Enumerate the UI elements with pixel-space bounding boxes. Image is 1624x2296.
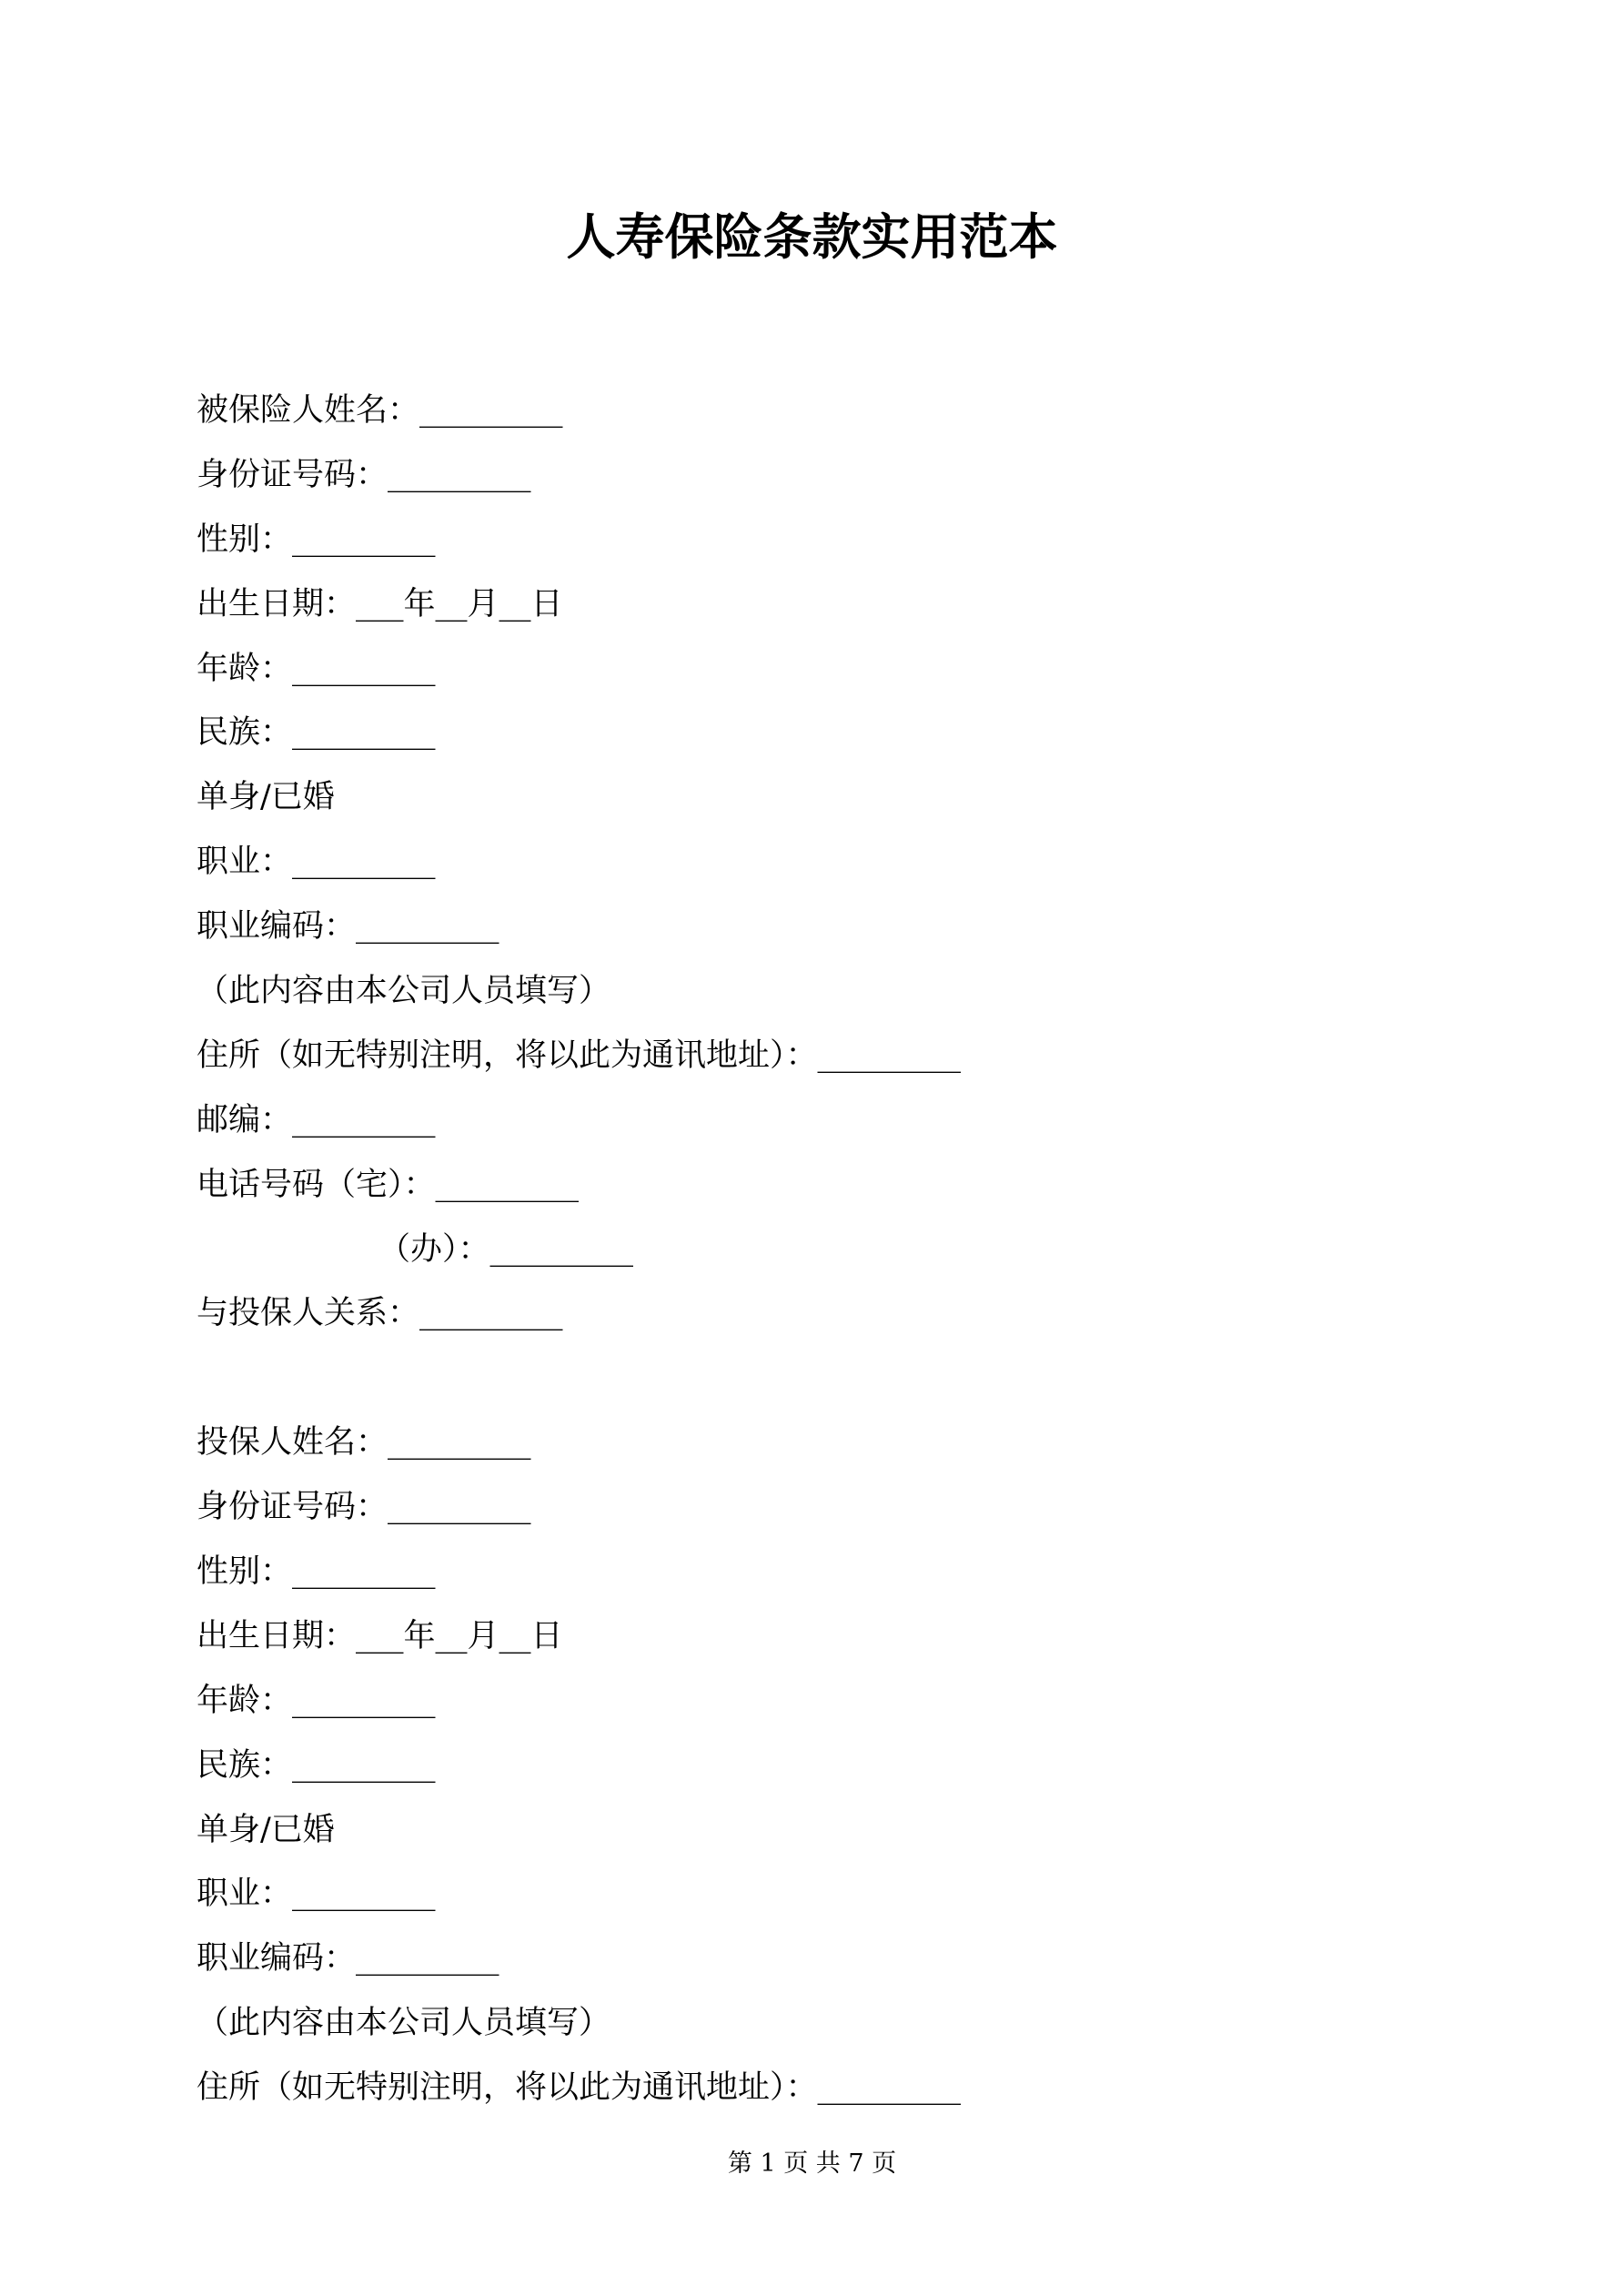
policyholder-age-field: 年龄：_________ xyxy=(197,1682,436,1719)
policyholder-occupation-field: 职业：_________ xyxy=(197,1876,436,1913)
insured-company-use-note: （此内容由本公司人员填写） xyxy=(197,973,611,1010)
insured-home-phone-field: 电话号码（宅）：_________ xyxy=(197,1166,580,1203)
policyholder-address-field: 住所（如无特别注明，将以此为通讯地址）：_________ xyxy=(197,2069,962,2107)
insured-office-phone-field: （办）：_________ xyxy=(378,1230,634,1268)
page-number-footer: 第 1 页 共 7 页 xyxy=(727,2149,897,2178)
policyholder-birth-date-field: 出生日期：___年__月__日 xyxy=(197,1617,563,1654)
policyholder-occupation-code-field: 职业编码：_________ xyxy=(197,1940,499,1977)
policyholder-marital-status: 单身/已婚 xyxy=(197,1811,335,1848)
insured-marital-status: 单身/已婚 xyxy=(197,779,335,816)
policyholder-ethnicity-field: 民族：_________ xyxy=(197,1746,436,1784)
policyholder-name-field: 投保人姓名：_________ xyxy=(197,1424,531,1462)
page-title: 人寿保险条款实用范本 xyxy=(566,207,1058,266)
insured-section xyxy=(197,379,1470,1346)
insured-ethnicity-field: 民族：_________ xyxy=(197,714,436,752)
document-body xyxy=(197,379,1470,2120)
policyholder-id-number-field: 身份证号码：_________ xyxy=(197,1489,531,1526)
insured-occupation-field: 职业：_________ xyxy=(197,844,436,881)
policyholder-section xyxy=(197,1411,1470,2120)
insured-gender-field: 性别：_________ xyxy=(197,521,436,558)
section-spacer xyxy=(197,1346,1470,1411)
insured-postcode-field: 邮编：_________ xyxy=(197,1101,436,1138)
insured-occupation-code-field: 职业编码：_________ xyxy=(197,908,499,946)
insured-address-field: 住所（如无特别注明，将以此为通讯地址）：_________ xyxy=(197,1037,962,1074)
insured-name-field: 被保险人姓名：_________ xyxy=(197,392,563,429)
policyholder-gender-field: 性别：_________ xyxy=(197,1553,436,1591)
insured-birth-date-field: 出生日期：___年__月__日 xyxy=(197,585,563,622)
insured-id-number-field: 身份证号码：_________ xyxy=(197,456,531,493)
insured-relationship-field: 与投保人关系：_________ xyxy=(197,1295,563,1332)
policyholder-company-use-note: （此内容由本公司人员填写） xyxy=(197,2005,611,2042)
insured-age-field: 年龄：_________ xyxy=(197,650,436,687)
